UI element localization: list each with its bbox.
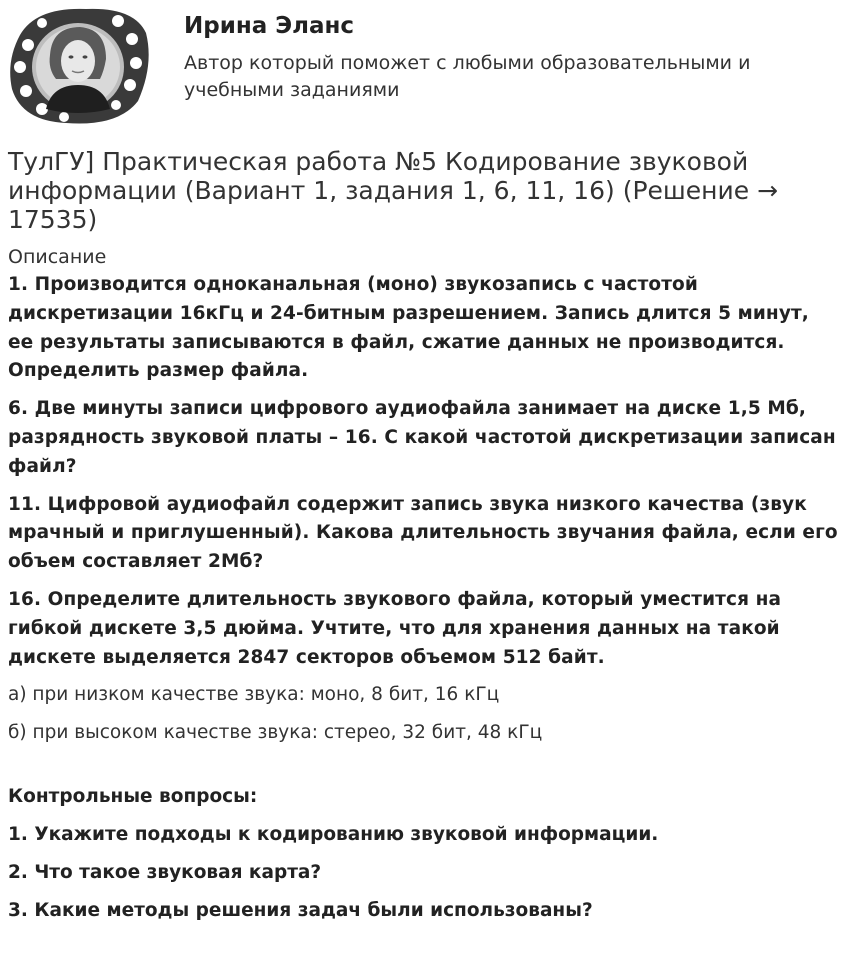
control-question: 3. Какие методы решения задач были использованы? xyxy=(8,900,593,922)
description-label: Описание xyxy=(8,246,107,268)
page-title: ТулГУ] Практическая работа №5 Кодирование звуковой информации (Вариант 1, задания 1, 6, 11, 16) (Решение → 17535) xyxy=(8,147,779,234)
task-item: 11. Цифровой аудиофайл содержит запись звука низкого качества (звук мрачный и приглушенный). Какова длительность звучания файла, если его объем составляет 2Мб? xyxy=(8,493,838,573)
control-question: 1. Укажите подходы к кодированию звуковой информации. xyxy=(8,824,659,846)
control-question: 2. Что такое звуковая карта? xyxy=(8,862,322,884)
task-option: б) при высоком качестве звука: стерео, 32 бит, 48 кГц xyxy=(8,722,543,744)
film-reel-avatar-icon xyxy=(6,5,152,127)
avatar[interactable] xyxy=(6,5,152,127)
task-item: 16. Определите длительность звукового файла, который уместится на гибкой дискете 3,5 дюйма. Учтите, что для хранения данных на такой дискете выделяется 2847 секторов объемом 512 байт. xyxy=(8,588,782,668)
task-item: 6. Две минуты записи цифрового аудиофайла занимает на диске 1,5 Мб, разрядность звуковой платы – 16. С какой частотой дискретизации записан файл? xyxy=(8,398,836,477)
author-card xyxy=(0,0,847,130)
task-item: 1. Производится одноканальная (моно) звукозапись с частотой дискретизации 16кГц и 24-битным разрешением. Запись длится 5 минут, ее результаты записываются в файл, сжатие данных не производится. Определить размер файла. xyxy=(8,274,809,382)
document-content xyxy=(8,147,838,935)
task-option: а) при низком качестве звука: моно, 8 бит, 16 кГц xyxy=(8,684,500,706)
author-description: Автор который поможет с любыми образовательными и учебными заданиями xyxy=(184,52,751,101)
control-questions-heading: Контрольные вопросы: xyxy=(8,786,258,808)
spacer xyxy=(8,757,838,783)
author-name[interactable]: Ирина Эланс xyxy=(184,13,355,39)
